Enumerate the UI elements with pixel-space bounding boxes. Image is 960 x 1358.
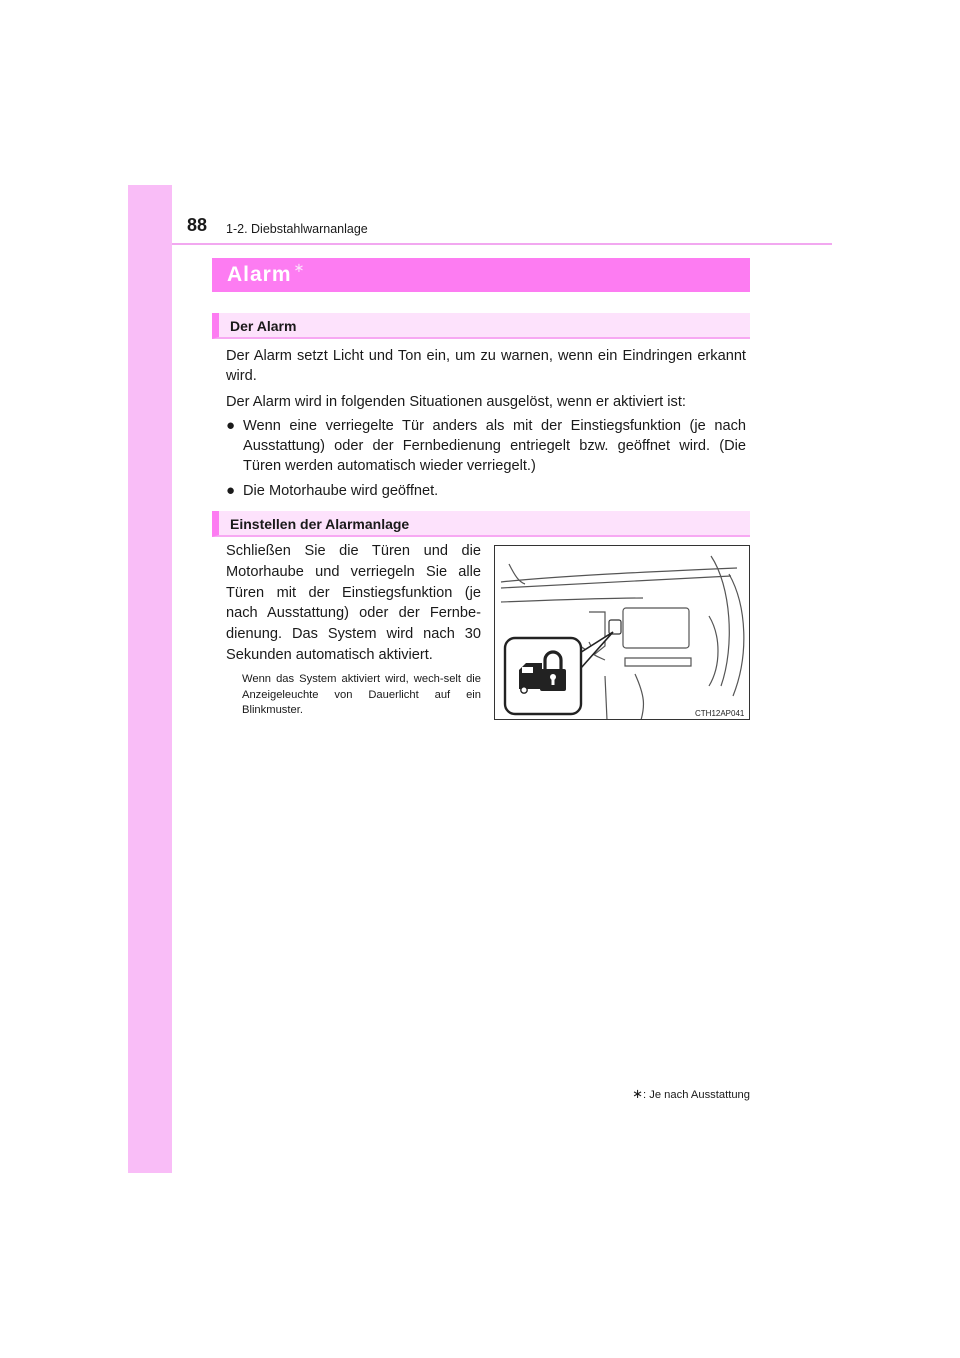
footnote xyxy=(600,1086,750,1102)
setting-paragraph: Schließen Sie die Türen und die Motorhaube und verriegeln Sie alle Türen mit der Einstiegsfunktion (je nach Ausstattung) oder der Fernbe-dienung. Das System wird nach 30 Sekunden automatisch aktiviert. xyxy=(226,543,481,663)
bullet-dot-icon: ● xyxy=(226,482,236,499)
bullet-dot-icon: ● xyxy=(226,417,236,434)
illustration-code: CTH12AP041 xyxy=(695,709,745,718)
subsection-heading-text: Einstellen der Alarmanlage xyxy=(230,516,410,532)
setting-note: Wenn das System aktiviert wird, wech-selt die Anzeigeleuchte von Dauerlicht auf ein Blinkmuster. xyxy=(242,673,481,716)
page-title: Alarm xyxy=(227,263,292,286)
footnote-asterisk: ∗ xyxy=(632,1086,644,1101)
subsection-heading-text: Der Alarm xyxy=(230,318,297,334)
dashboard-illustration xyxy=(494,545,750,720)
bullet-text: Wenn eine verriegelte Tür anders als mit der Einstiegsfunktion (je nach Ausstattung) oder der Fernbedienung entriegelt bzw. geöffnet wird. (Die Türen werden automatisch wieder verriegelt.) xyxy=(243,418,746,474)
trigger-paragraph: Der Alarm wird in folgenden Situationen ausgelöst, wenn er aktiviert ist: xyxy=(226,394,686,410)
intro-paragraph: Der Alarm setzt Licht und Ton ein, um zu warnen, wenn ein Eindringen erkannt wird. xyxy=(226,348,746,384)
subsection-heading-einstellen xyxy=(212,511,750,537)
footnote-text: : Je nach Ausstattung xyxy=(643,1089,750,1101)
bullet-item xyxy=(226,481,746,501)
header-rule xyxy=(172,243,832,245)
title-bar xyxy=(212,258,750,292)
section-label: 1-2. Diebstahlwarnanlage xyxy=(226,222,368,236)
bullet-text: Die Motorhaube wird geöffnet. xyxy=(243,483,439,499)
page-number: 88 xyxy=(187,215,208,235)
dashboard-drawing xyxy=(495,546,750,720)
title-asterisk: ∗ xyxy=(293,260,305,275)
bullet-item xyxy=(226,416,746,476)
side-color-band xyxy=(128,185,172,1173)
subsection-heading-der-alarm xyxy=(212,313,750,339)
